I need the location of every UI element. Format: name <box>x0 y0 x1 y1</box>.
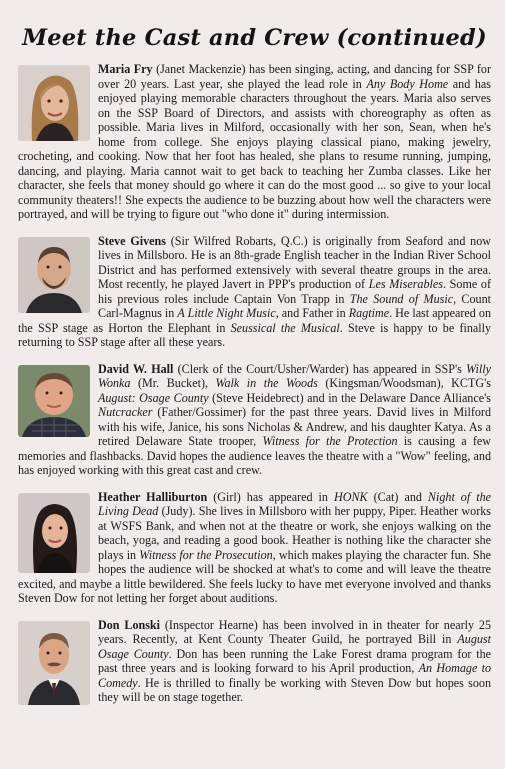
bio-text: David W. Hall (Clerk of the Court/Usher/Warder) has appeared in SSP's Willy Wonka (Mr. Bucket), Walk in the Woods (Kingsman/Woodsman), KCTG's August: Osage County (Steve Heidebrect) and in the Delaware Dance Alliance's Nutcracker (Father/Gossimer) for the past three years. David lives in Milford with his wife, Janice, his sons Nicholas & Andrew, and his daughter Katya. As a retired Delaware State trooper, Witness for the Protection is causing a few memories and flashbacks. David hopes the audience leaves the theatre with a "Wow" feeling, and has enjoyed working with this great cast and crew. <box>18 361 492 477</box>
headshot-photo-don-lonski <box>18 621 90 705</box>
cast-name: Heather Halliburton <box>98 489 208 504</box>
bio-david-w-hall <box>18 362 491 478</box>
bio-don-lonski <box>18 618 491 705</box>
page-title: Meet the Cast and Crew (continued) <box>22 25 487 51</box>
cast-name: David W. Hall <box>98 361 174 376</box>
headshot-photo-heather-halliburton <box>18 493 90 573</box>
bio-text: Steve Givens (Sir Wilfred Robarts, Q.C.) is originally from Seaford and now lives in Millsboro. He is an 8th-grade English teacher in the Indian River School District and has performed extensively with several theatre groups in the area. Most recently, he played Javert in PPP's production of Les Miserables. Some of his previous roles include Captain Von Trapp in The Sound of Music, Count Carl-Magnus in A Little Night Music, and Father in Ragtime. He last appeared on the SSP stage as Horton the Elephant in Seussical the Musical. Steve is happy to be finally returning to SSP stage after all these years. <box>18 233 492 349</box>
cast-name: Steve Givens <box>98 233 166 248</box>
headshot-photo-steve-givens <box>18 237 90 313</box>
bio-text: Maria Fry (Janet Mackenzie) has been singing, acting, and dancing for SSP for over 20 years. Last year, she played the lead role in Any Body Home and has enjoyed playing memorable characters throughout the years. Maria also serves on the SSP Board of Directors, and assists with choreography as often as possible. Maria lives in Milford, occasionally with her son, Sean, when he's home from college. She enjoys playing classical piano, making jewelry, crocheting, and cooking. Now that her foot has healed, she plans to resume running, jumping, dancing, and playing. Maria cannot wait to get back to teaching her Zumba classes. Like her character, she feels that money should go where it can do the most good ... so give to your local community theaters!! She expects the audience to be buzzing about how well the characters were portrayed, and will be trying to figure out "who done it" during intermission. <box>18 62 492 221</box>
headshot-photo-maria-fry <box>18 65 90 141</box>
bio-heather-halliburton <box>18 490 491 606</box>
bio-maria-fry <box>18 62 491 222</box>
bio-text: Don Lonski (Inspector Hearne) has been involved in in theater for nearly 25 years. Recently, at Kent County Theater Guild, he portrayed Bill in August Osage County. Don has been running the Lake Forest drama program for the past three years and is looking forward to his April production, An Homage to Comedy. He is thrilled to finally be working with Steven Dow but hopes soon they will be on stage together. <box>98 617 491 704</box>
cast-name: Maria Fry <box>98 62 153 76</box>
bio-text: Heather Halliburton (Girl) has appeared in HONK (Cat) and Night of the Living Dead (Judy). She lives in Millsboro with her puppy, Piper. Heather works at WSFS Bank, and when not at the theatre or work, she enjoys walking on the beach, yoga, and reading a good book. Heather is nothing like the character she plays in Witness for the Prosecution, which makes playing the character fun. She hopes the audience will be shocked at what's to come and will leave the theatre excited, and maybe a little bewildered. She feels lucky to have met everyone involved and thanks Steven Dow for not letting her forget about auditions. <box>18 489 492 605</box>
headshot-photo-david-w-hall <box>18 365 90 437</box>
cast-name: Don Lonski <box>98 617 161 632</box>
bio-steve-givens <box>18 234 491 350</box>
